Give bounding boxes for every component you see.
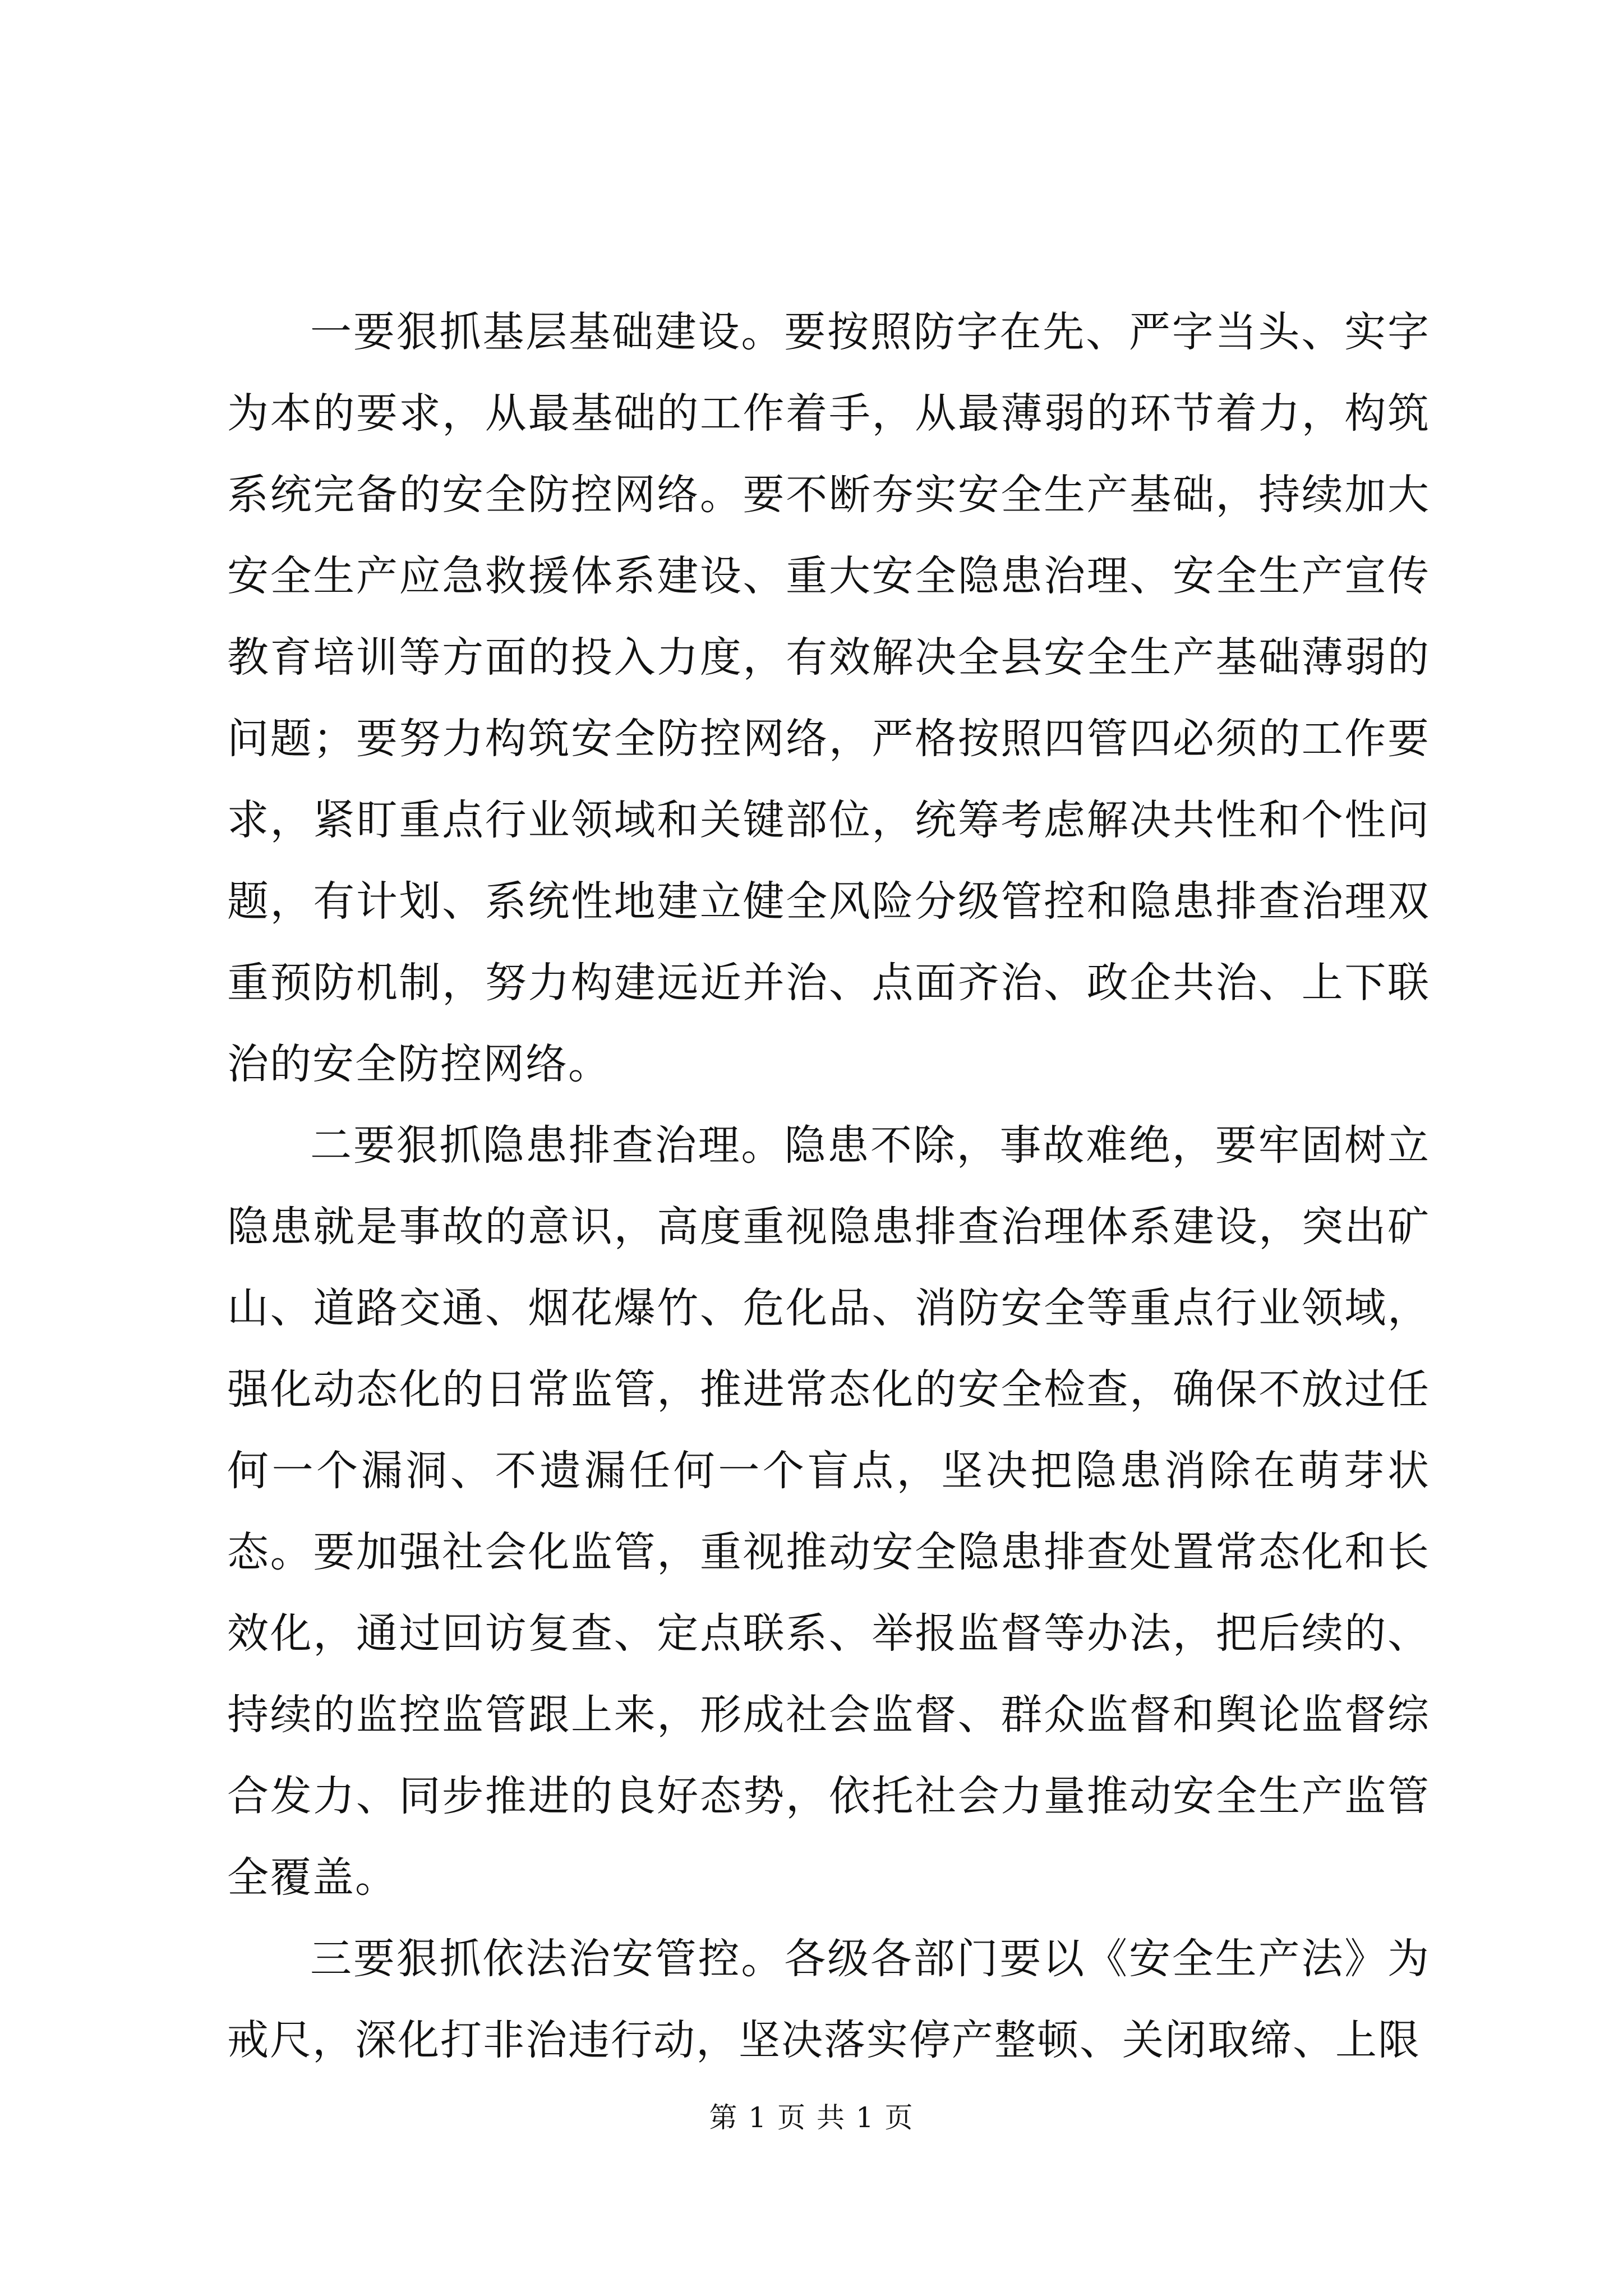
paragraph-3: 三要狠抓依法治安管控。各级各部门要以《安全生产法》为戒尺，深化打非治违行动，坚决落实停产整顿、关闭取缔、上限 xyxy=(227,1935,1430,2064)
paragraph-1: 一要狠抓基层基础建设。要按照防字在先、严字当头、实字为本的要求，从最基础的工作着手，从最薄弱的环节着力，构筑系统完备的安全防控网络。要不断夯实安全生产基础，持续加大安全生产应急救援体系建设、重大安全隐患治理、安全生产宣传教育培训等方面的投入力度，有效解决全县安全生产基础薄弱的问题；要努力构筑安全防控网络，严格按照四管四必须的工作要求，紧盯重点行业领域和关键部位，统筹考虑解决共性和个性问题，有计划、系统性地建立健全风险分级管控和隐患排查治理双重预防机制，努力构建远近并治、点面齐治、政企共治、上下联治的安全防控网络。 xyxy=(227,308,1430,1088)
paragraph-2: 二要狠抓隐患排查治理。隐患不除，事故难绝，要牢固树立隐患就是事故的意识，高度重视隐患排查治理体系建设，突出矿山、道路交通、烟花爆竹、危化品、消防安全等重点行业领域，强化动态化的日常监管，推进常态化的安全检查，确保不放过任何一个漏洞、不遗漏任何一个盲点，坚决把隐患消除在萌芽状态。要加强社会化监管，重视推动安全隐患排查处置常态化和长效化，通过回访复查、定点联系、举报监督等办法，把后续的、持续的监控监管跟上来，形成社会监督、群众监督和舆论监督综合发力、同步推进的良好态势，依托社会力量推动安全生产监管全覆盖。 xyxy=(227,1121,1430,1902)
page-footer: 第 1 页 共 1 页 xyxy=(709,2101,914,2134)
document-body xyxy=(227,292,1430,2081)
